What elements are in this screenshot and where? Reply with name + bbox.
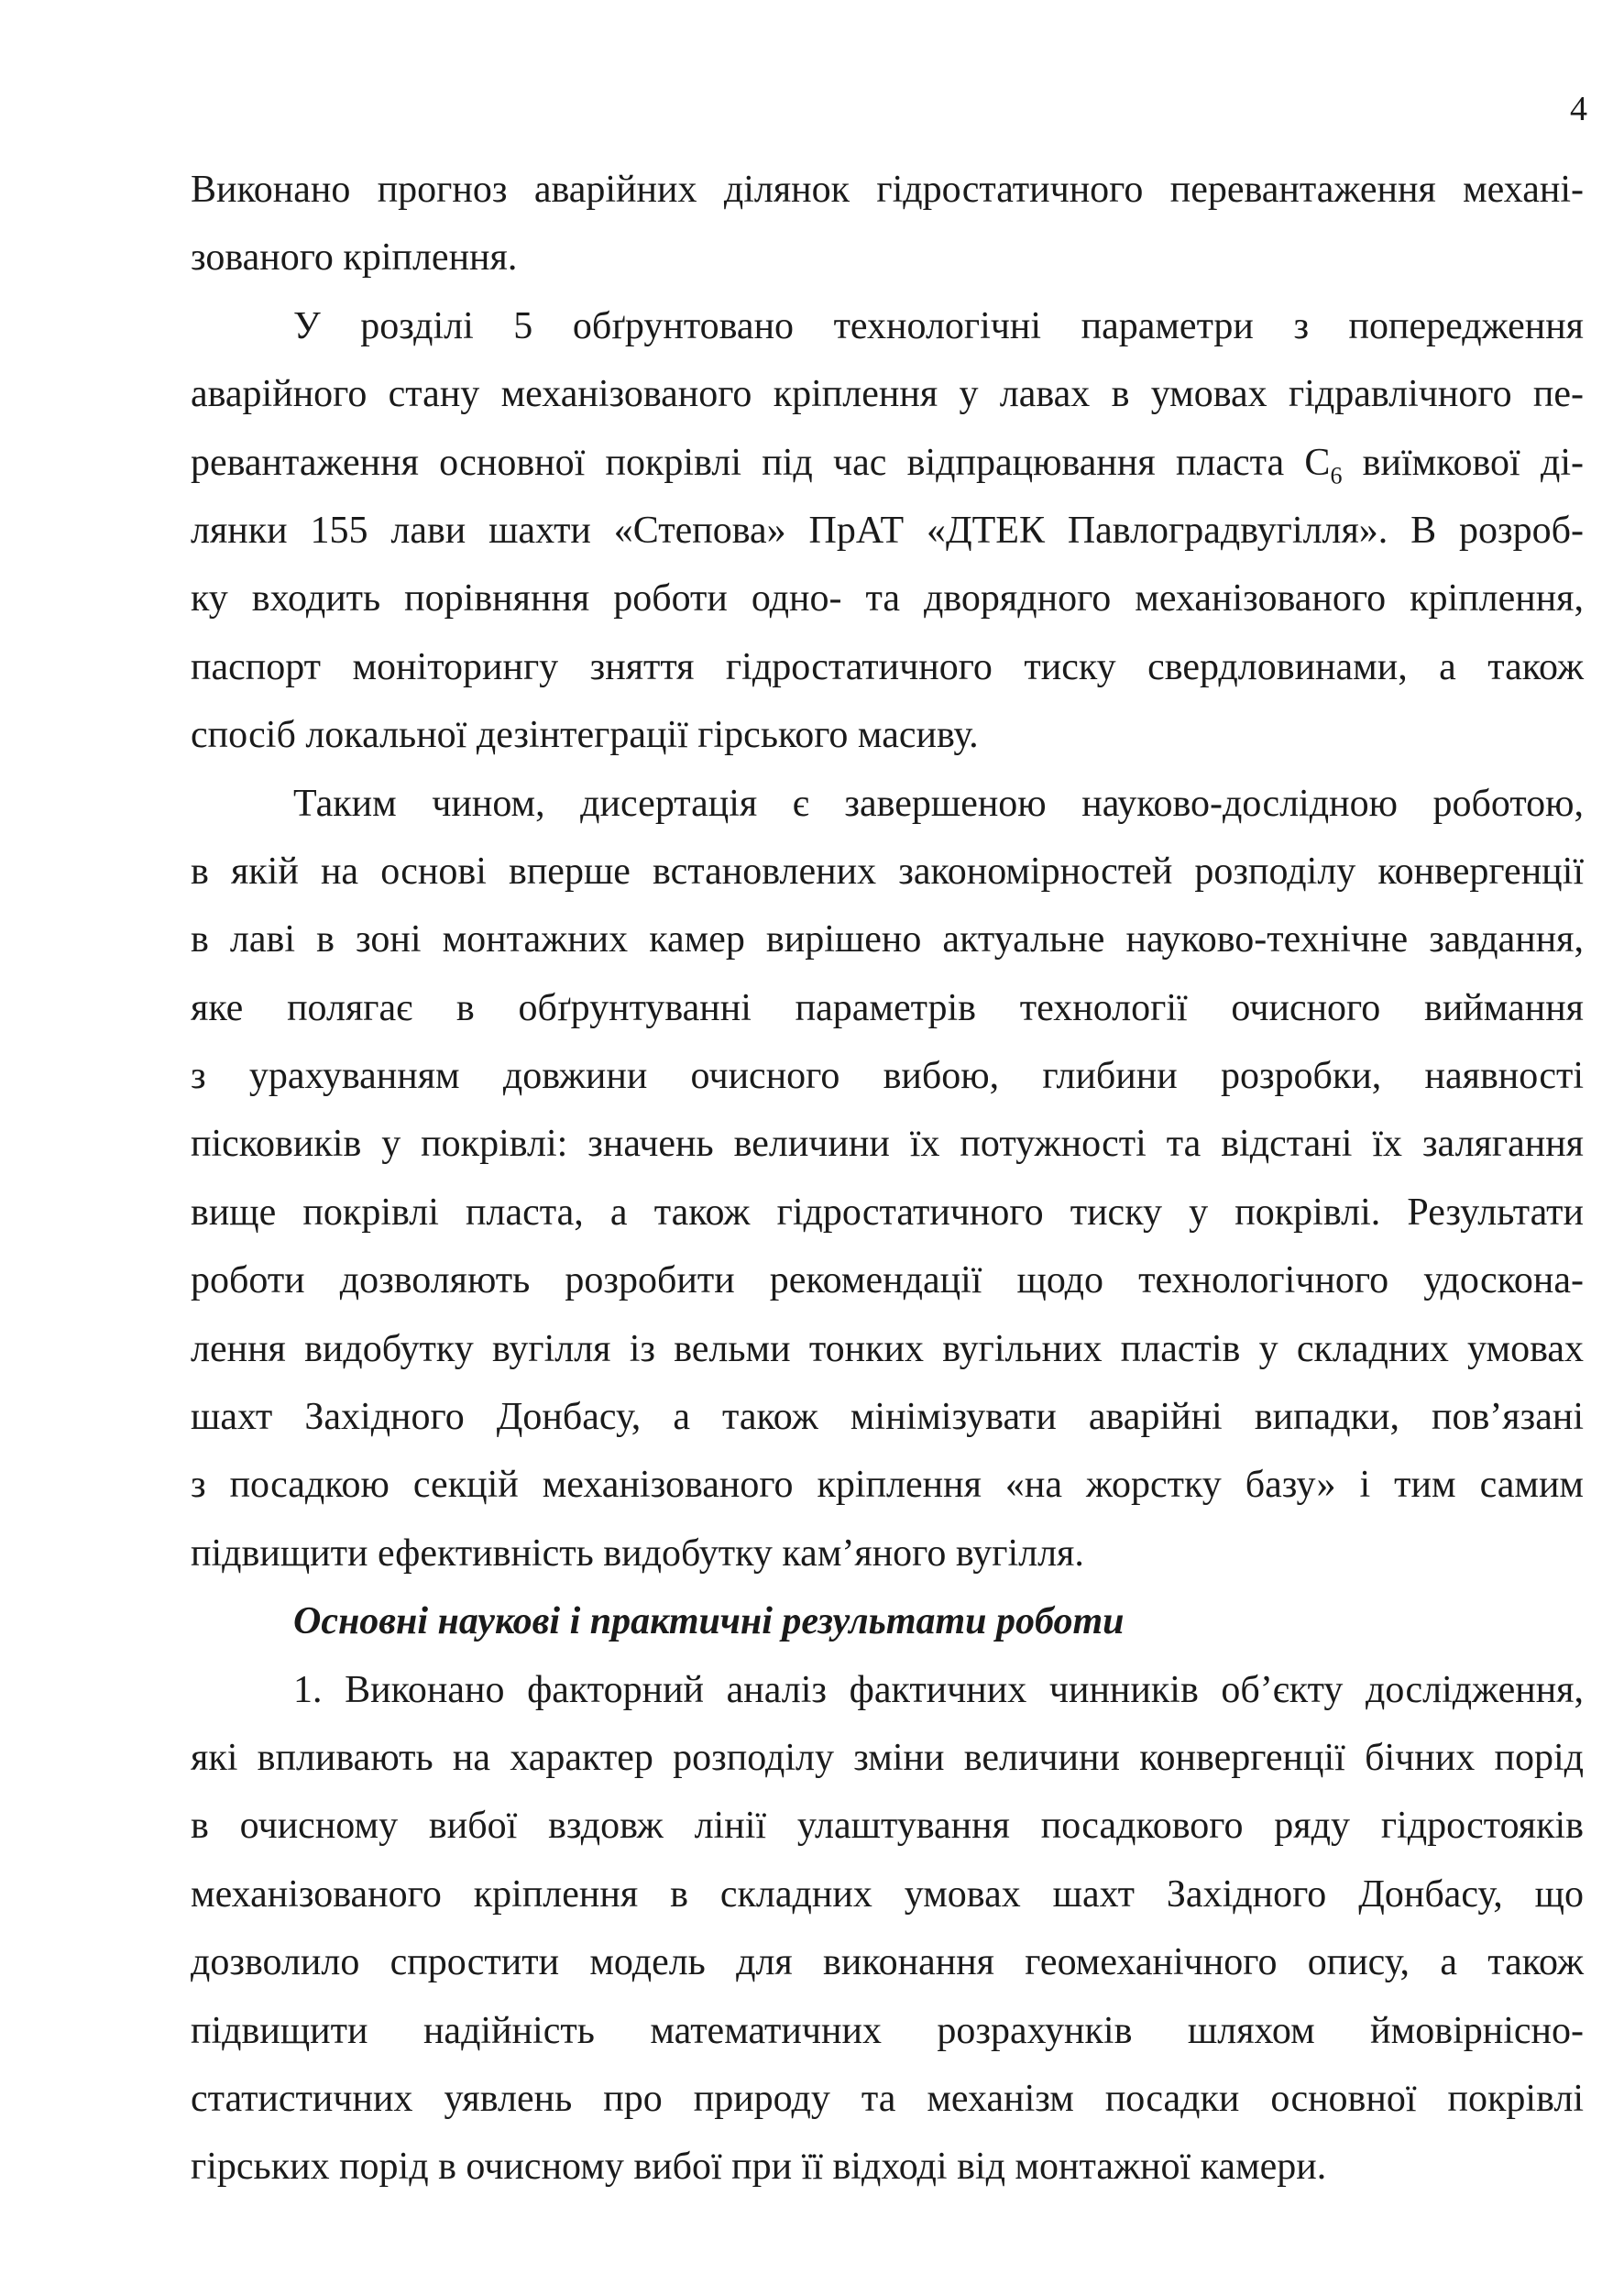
subscript: 6 — [1330, 461, 1343, 489]
text-line: спосіб локальної дезінтеграції гірського масиву. — [191, 714, 979, 757]
text-line: Виконано прогноз аварійних ділянок гідростатичного перевантаження механі- — [191, 169, 1584, 211]
text-line: лянки 155 лави шахти «Степова» ПрАТ «ДТЕК Павлоградвугілля». В розроб- — [191, 509, 1584, 552]
text-line: гірських порід в очисному вибої при її відході від монтажної камери. — [191, 2146, 1327, 2189]
text-line: дозволило спростити модель для виконання геомеханічного опису, а також — [191, 1941, 1584, 1984]
text-line: підвищити ефективність видобутку кам’яного вугілля. — [191, 1532, 1084, 1575]
text-line: вище покрівлі пласта, а також гідростатичного тиску у покрівлі. Результати — [191, 1191, 1584, 1234]
text-line: яке полягає в обґрунтуванні параметрів технології очисного виймання — [191, 986, 1584, 1029]
text-line: шахт Західного Донбасу, а також мінімізувати аварійні випадки, пов’язані — [191, 1396, 1584, 1439]
text-line: роботи дозволяють розробити рекомендації щодо технологічного удоскона- — [191, 1259, 1584, 1302]
text-line: паспорт моніторингу зняття гідростатичного тиску свердловинами, а також — [191, 645, 1584, 688]
text-line: підвищити надійність математичних розрахунків шляхом ймовірнісно- — [191, 2009, 1584, 2052]
text-line: механізованого кріплення в складних умовах шахт Західного Донбасу, що — [191, 1872, 1584, 1916]
paragraph-first-line: 1. Виконано факторний аналіз фактичних чинників об’єкту дослідження, — [293, 1668, 1584, 1711]
line-text: ревантаження основної покрівлі під час відпрацювання пласта C — [191, 441, 1331, 484]
text-line: які впливають на характер розподілу зміни величини конвергенції бічних порід — [191, 1736, 1584, 1779]
paragraph-first-line: Таким чином, дисертація є завершеною науково-дослідною роботою, — [293, 782, 1584, 825]
text-line: в якій на основі вперше встановлених закономірностей розподілу конвергенції — [191, 850, 1584, 893]
text-line: з посадкою секцій механізованого кріплення «на жорстку базу» і тим самим — [191, 1464, 1584, 1507]
text-line: пісковиків у покрівлі: значень величини їх потужності та відстані їх залягання — [191, 1123, 1584, 1166]
text-line-with-subscript — [191, 429, 1584, 497]
text-line: з урахуванням довжини очисного вибою, глибини розробки, наявності — [191, 1055, 1584, 1098]
page-number: 4 — [1570, 90, 1587, 128]
text-line: зованого кріплення. — [191, 236, 518, 280]
text-line: аварійного стану механізованого кріплення у лавах в умовах гідравлічного пе- — [191, 373, 1584, 416]
text-line: в лаві в зоні монтажних камер вирішено актуальне науково-технічне завдання, — [191, 918, 1584, 961]
line-text-after: виїмкової ді- — [1342, 441, 1584, 484]
text-line: в очисному вибої вздовж лінії улаштування посадкового ряду гідростояків — [191, 1805, 1584, 1848]
text-line: ку входить порівняння роботи одно- та дворядного механізованого кріплення, — [191, 577, 1584, 620]
text-line: статистичних уявлень про природу та механізм посадки основної покрівлі — [191, 2077, 1584, 2120]
section-heading: Основні наукові і практичні результати роботи — [293, 1600, 1125, 1643]
text-line: лення видобутку вугілля із вельми тонких вугільних пластів у складних умовах — [191, 1327, 1584, 1370]
document-body — [191, 156, 1584, 2202]
paragraph-first-line: У розділі 5 обґрунтовано технологічні параметри з попередження — [293, 304, 1584, 347]
